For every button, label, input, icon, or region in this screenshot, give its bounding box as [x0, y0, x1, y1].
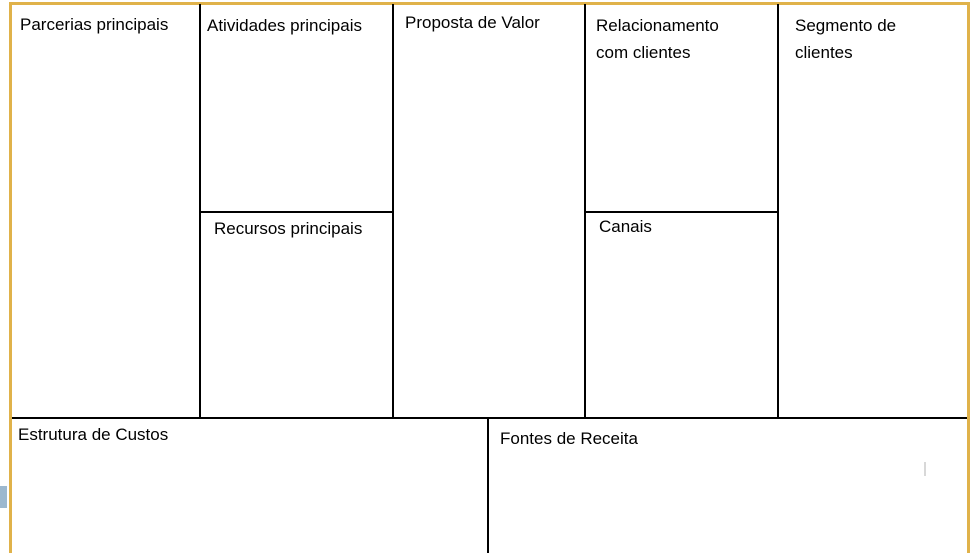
customer-relationships-label: Relacionamento com clientes	[596, 16, 719, 62]
key-partners-label: Parcerias principais	[20, 15, 169, 34]
channels-label: Canais	[599, 217, 652, 236]
value-proposition-label: Proposta de Valor	[405, 13, 540, 32]
customer-segments-label: Segmento de clientes	[795, 16, 897, 62]
revenue-streams-label: Fontes de Receita	[500, 429, 638, 448]
canvas-frame	[9, 2, 970, 553]
divider-costs-revenue	[487, 417, 489, 553]
cost-structure-label: Estrutura de Custos	[18, 425, 169, 444]
key-resources-label: Recursos principais	[214, 219, 363, 238]
edge-tick	[924, 462, 926, 476]
divider-top-bottom	[12, 417, 967, 419]
key-activities-label: Atividades principais	[207, 16, 362, 35]
edge-tab	[0, 486, 7, 508]
divider-activities-resources	[199, 211, 394, 213]
